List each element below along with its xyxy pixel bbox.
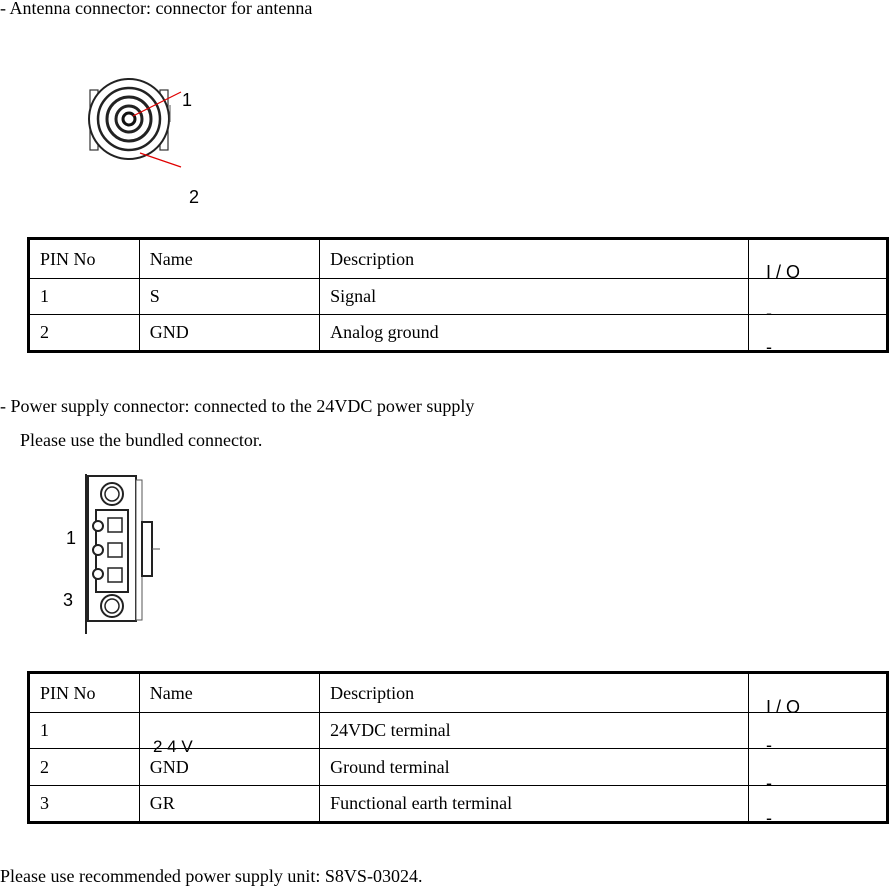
table-row bbox=[29, 673, 888, 713]
power-connector-body bbox=[86, 474, 160, 634]
antenna-connector-diagram bbox=[80, 70, 200, 180]
header-description: Description bbox=[320, 673, 748, 713]
description-cell: Functional earth terminal bbox=[320, 786, 748, 823]
antenna-io-value-2: - bbox=[766, 337, 772, 357]
antenna-label-2: 2 bbox=[189, 187, 200, 207]
pin-cell: 3 bbox=[29, 786, 140, 823]
power-label-1: 1 bbox=[66, 528, 77, 548]
antenna-io-value-1: - bbox=[766, 303, 772, 323]
table-row bbox=[29, 315, 888, 352]
antenna-pin-table bbox=[27, 237, 889, 353]
header-name: Name bbox=[139, 673, 319, 713]
antenna-connector-body bbox=[89, 79, 170, 159]
pin-cell: 2 bbox=[29, 315, 140, 352]
header-name: Name bbox=[139, 239, 319, 279]
description-cell: 24VDC terminal bbox=[320, 713, 748, 749]
antenna-label-1: 1 bbox=[182, 90, 193, 110]
antenna-heading: - Antenna connector: connector for antenna bbox=[0, 0, 313, 18]
header-pin-no: PIN No bbox=[29, 673, 140, 713]
table-row bbox=[29, 786, 888, 823]
antenna-pin2-leader bbox=[140, 153, 181, 167]
power-connector-diagram bbox=[84, 474, 164, 634]
header-pin-no: PIN No bbox=[29, 239, 140, 279]
antenna-io-header: I / O bbox=[766, 262, 801, 282]
name-cell: GND bbox=[139, 315, 319, 352]
description-cell: Ground terminal bbox=[320, 749, 748, 786]
name-cell: GND bbox=[139, 749, 319, 786]
power-io-value-2: - bbox=[766, 773, 772, 793]
description-cell: Signal bbox=[320, 279, 748, 315]
pin-cell: 1 bbox=[29, 713, 140, 749]
pin-cell: 1 bbox=[29, 279, 140, 315]
power-io-value-3: - bbox=[766, 808, 772, 828]
name-cell: S bbox=[139, 279, 319, 315]
description-cell: Analog ground bbox=[320, 315, 748, 352]
table-row bbox=[29, 279, 888, 315]
power-heading: - Power supply connector: connected to the 24VDC power supply bbox=[0, 396, 475, 416]
name-cell: GR bbox=[139, 786, 319, 823]
power-name-24v: 2 4 V bbox=[153, 737, 193, 756]
footer-note: Please use recommended power supply unit: S8VS-03024. bbox=[0, 866, 423, 886]
table-row bbox=[29, 239, 888, 279]
pin-cell: 2 bbox=[29, 749, 140, 786]
power-io-header: I / O bbox=[766, 697, 801, 717]
header-description: Description bbox=[320, 239, 748, 279]
power-subheading: Please use the bundled connector. bbox=[20, 430, 263, 450]
power-io-value-1: - bbox=[766, 735, 772, 755]
power-label-3: 3 bbox=[63, 590, 74, 610]
